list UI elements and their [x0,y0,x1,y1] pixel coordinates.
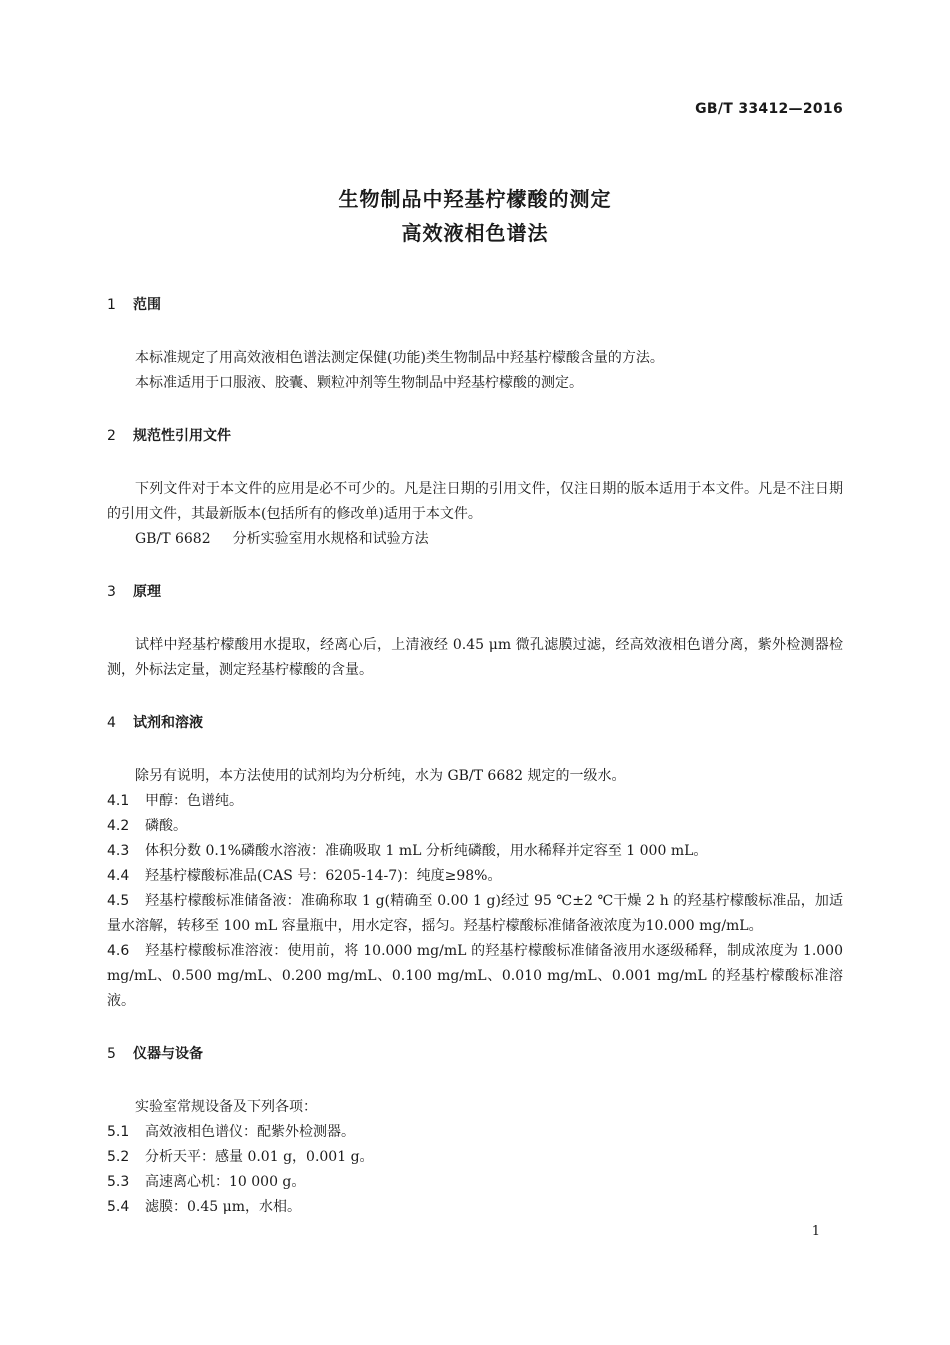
item-number: 4.5 [107,893,130,909]
item-text: 滤膜：0.45 μm，水相。 [145,1199,301,1215]
list-item [107,789,843,814]
title-line-2: 高效液相色谱法 [401,221,549,245]
paragraph: 本标准规定了用高效液相色谱法测定保健(功能)类生物制品中羟基柠檬酸含量的方法。 [135,350,664,366]
item-number: 4.6 [107,943,130,959]
section-number: 3 [107,584,116,600]
section-title: 范围 [133,297,161,313]
document-body [107,290,843,1220]
section-heading-principle [107,577,843,608]
item-number: 4.3 [107,843,130,859]
item-text: 体积分数 0.1%磷酸水溶液：准确吸取 1 mL 分析纯磷酸，用水稀释并定容至 1 000 mL。 [145,843,708,859]
list-item [107,864,843,889]
list-item [107,839,843,864]
list-item [107,1195,843,1220]
item-text: 羟基柠檬酸标准储备液：准确称取 1 g(精确至 0.00 1 g)经过 95 ℃±2 ℃干燥 2 h 的羟基柠檬酸标准品，加适量水溶解，转移至 100 mL 容量瓶中，用水定容，摇匀。羟基柠檬酸标准储备液浓度为10.000 mg/mL。 [107,893,843,934]
item-number: 5.3 [107,1174,130,1190]
item-number: 5.4 [107,1199,130,1215]
section-number: 2 [107,428,116,444]
reference-code: GB/T 6682 [135,531,211,547]
list-item [107,939,843,1014]
section-heading-scope [107,290,843,321]
paragraph: 实验室常规设备及下列各项： [135,1099,317,1115]
section-title: 试剂和溶液 [133,715,203,731]
section-heading-reagents [107,708,843,739]
paragraph: 除另有说明，本方法使用的试剂均为分析纯，水为 GB/T 6682 规定的一级水。 [135,768,626,784]
page-number: 1 [811,1224,820,1239]
paragraph: 试样中羟基柠檬酸用水提取，经离心后，上清液经 0.45 μm 微孔滤膜过滤，经高效液相色谱分离，紫外检测器检测，外标法定量，测定羟基柠檬酸的含量。 [107,637,843,678]
standard-code: GB/T 33412—2016 [695,101,843,117]
document-title [0,182,950,250]
list-item [107,1120,843,1145]
item-text: 磷酸。 [145,818,187,834]
section-title: 规范性引用文件 [133,428,231,444]
paragraph: 下列文件对于本文件的应用是必不可少的。凡是注日期的引用文件，仅注日期的版本适用于本文件。凡是不注日期的引用文件，其最新版本(包括所有的修改单)适用于本文件。 [107,481,843,522]
section-number: 1 [107,297,116,313]
section-heading-normative-references [107,421,843,452]
list-item [107,889,843,939]
list-item [107,1145,843,1170]
reference-entry [107,527,843,552]
list-item [107,1170,843,1195]
title-line-1: 生物制品中羟基柠檬酸的测定 [338,187,612,211]
section-heading-apparatus [107,1039,843,1070]
section-title: 原理 [133,584,161,600]
item-number: 5.1 [107,1124,130,1140]
item-number: 4.2 [107,818,130,834]
paragraph: 本标准适用于口服液、胶囊、颗粒冲剂等生物制品中羟基柠檬酸的测定。 [135,375,583,391]
reference-title: 分析实验室用水规格和试验方法 [232,531,429,547]
section-number: 5 [107,1046,116,1062]
section-title: 仪器与设备 [133,1046,203,1062]
item-text: 羟基柠檬酸标准溶液：使用前，将 10.000 mg/mL 的羟基柠檬酸标准储备液用水逐级稀释，制成浓度为 1.000 mg/mL、0.500 mg/mL、0.200 mg/mL、0.100 mg/mL、0.010 mg/mL、0.001 mg/mL 的羟基柠檬酸标准溶液。 [107,943,843,1009]
item-text: 甲醇：色谱纯。 [145,793,243,809]
section-number: 4 [107,715,116,731]
item-text: 分析天平：感量 0.01 g，0.001 g。 [145,1149,374,1165]
list-item [107,814,843,839]
item-text: 高速离心机：10 000 g。 [145,1174,306,1190]
item-number: 4.1 [107,793,130,809]
item-text: 高效液相色谱仪：配紫外检测器。 [145,1124,355,1140]
item-number: 5.2 [107,1149,130,1165]
item-text: 羟基柠檬酸标准品(CAS 号：6205-14-7)：纯度≥98%。 [145,868,502,884]
item-number: 4.4 [107,868,130,884]
